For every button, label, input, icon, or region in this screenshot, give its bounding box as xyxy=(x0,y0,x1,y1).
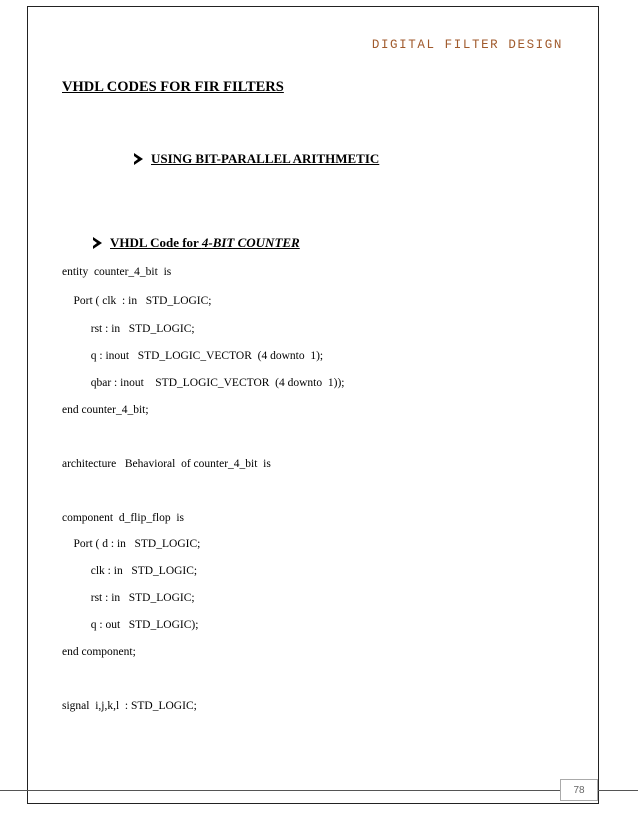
code-line: rst : in STD_LOGIC; xyxy=(62,323,195,335)
footer-rule xyxy=(0,790,638,791)
code-line: q : inout STD_LOGIC_VECTOR (4 downto 1); xyxy=(62,350,324,362)
arrow-bullet-icon xyxy=(93,237,102,249)
subsection-emphasis: 4-BIT COUNTER xyxy=(201,235,300,250)
code-line: clk : in STD_LOGIC; xyxy=(62,565,198,577)
page-title: VHDL CODES FOR FIR FILTERS xyxy=(62,79,284,95)
section-bullet-label: USING BIT-PARALLEL ARITHMETIC xyxy=(151,151,380,166)
arrow-bullet-icon xyxy=(134,153,143,165)
code-line: q : out STD_LOGIC); xyxy=(62,619,199,631)
code-line: Port ( clk : in STD_LOGIC; xyxy=(62,295,212,307)
page-number: 78 xyxy=(560,779,598,801)
code-line: signal i,j,k,l : STD_LOGIC; xyxy=(62,700,197,712)
subsection-bullet-label xyxy=(110,235,300,251)
code-line: architecture Behavioral of counter_4_bit is xyxy=(62,458,271,470)
code-line: qbar : inout STD_LOGIC_VECTOR (4 downto 1)); xyxy=(62,377,345,389)
code-line: end counter_4_bit; xyxy=(62,404,149,416)
code-line: Port ( d : in STD_LOGIC; xyxy=(62,538,201,550)
subsection-prefix: VHDL Code for xyxy=(110,235,202,250)
code-line: rst : in STD_LOGIC; xyxy=(62,592,195,604)
running-header: DIGITAL FILTER DESIGN xyxy=(371,38,563,52)
code-line: end component; xyxy=(62,646,136,658)
subsection-bullet xyxy=(93,235,300,251)
code-line: entity counter_4_bit is xyxy=(62,266,172,278)
section-bullet xyxy=(134,151,379,167)
code-line: component d_flip_flop is xyxy=(62,512,185,524)
